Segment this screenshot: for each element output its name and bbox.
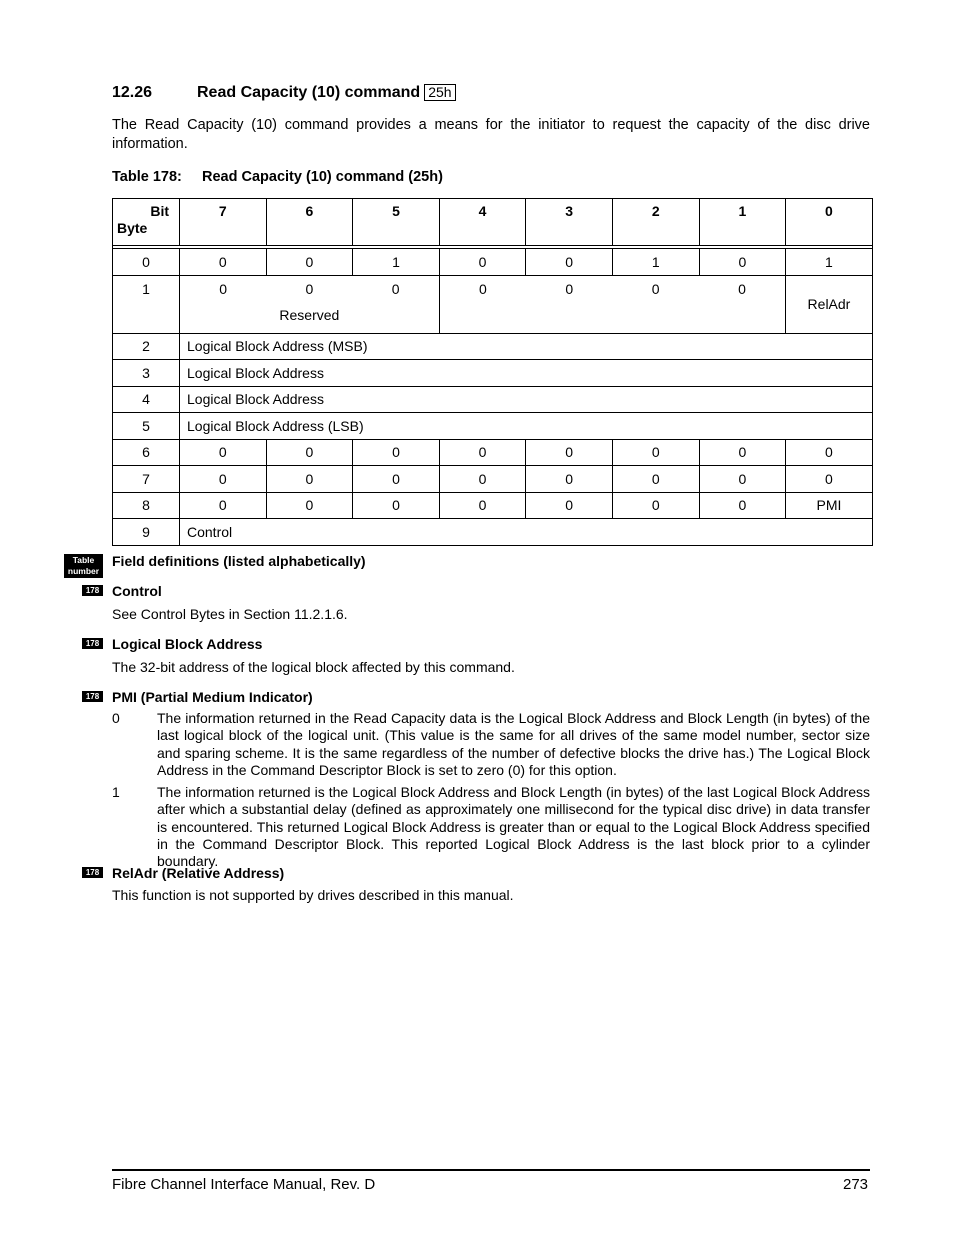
table-header-row (113, 199, 873, 246)
pmi-option-value: 0 (112, 710, 120, 726)
bit-cell: 0 (266, 439, 353, 466)
bit-cell: 0 (565, 280, 574, 297)
bit-cell: 0 (526, 466, 613, 493)
bit-cell: 0 (699, 249, 786, 276)
bit-cell: 0 (526, 439, 613, 466)
lba-cell: Logical Block Address (180, 360, 873, 387)
bit-header-4: 4 (439, 199, 526, 246)
table-row-byte-9 (113, 519, 873, 546)
pmi-option-text: The information returned in the Read Capacity data is the Logical Block Address and Block Length (in bytes) of the last logical block of the logical unit. (This value is the same for all drives of the same model number, sector size and sparing scheme. It is the same regardless of the number of defective blocks the drive has.) The Logical Block Address in the Command Descriptor Block is set to zero (0) for this option. (157, 710, 870, 778)
field-title-control: Control (112, 583, 162, 599)
table-row-byte-7 (113, 466, 873, 493)
table-caption-title: Read Capacity (10) command (25h) (202, 169, 443, 185)
byte-label: Byte (117, 220, 148, 236)
bit-cell: 0 (786, 466, 873, 493)
table-caption (112, 169, 443, 185)
tag-line-1: Table (72, 555, 95, 565)
intro-paragraph: The Read Capacity (10) command provides a means for the initiator to request the capacity of the disc drive information. (112, 117, 870, 152)
bit-cell: 0 (180, 466, 267, 493)
byte-cell: 4 (113, 386, 180, 413)
table-row-byte-5 (113, 413, 873, 440)
byte-cell: 1 (113, 275, 180, 333)
table-row-byte-4 (113, 386, 873, 413)
bit-cell: 0 (266, 466, 353, 493)
table-ref-tag: 178 (82, 638, 103, 649)
bit-label: Bit (150, 203, 169, 219)
table-caption-label: Table 178: (112, 169, 182, 185)
byte-cell: 5 (113, 413, 180, 440)
bit-cell: 0 (391, 280, 400, 297)
lba-lsb-cell: Logical Block Address (LSB) (180, 413, 873, 440)
field-title-reladr: RelAdr (Relative Address) (112, 865, 285, 881)
field-text-lba: The 32-bit address of the logical block affected by this command. (112, 659, 515, 675)
byte-cell: 9 (113, 519, 180, 546)
bit-cell: 0 (699, 466, 786, 493)
bit-header-5: 5 (353, 199, 440, 246)
bit-cell: 0 (439, 439, 526, 466)
field-title-lba: Logical Block Address (112, 636, 263, 652)
section-heading (112, 84, 456, 102)
bit-cell: 0 (651, 280, 660, 297)
bit-cell: 0 (612, 439, 699, 466)
bit-cell: 0 (526, 492, 613, 519)
table-ref-tag: 178 (82, 691, 103, 702)
bit-cell: 0 (786, 439, 873, 466)
pmi-option-value: 1 (112, 784, 120, 800)
lba-msb-cell: Logical Block Address (MSB) (180, 333, 873, 360)
section-number: 12.26 (112, 84, 153, 101)
table-number-tag (64, 554, 103, 578)
pmi-option-1 (112, 784, 870, 870)
bit-cell: 0 (353, 466, 440, 493)
table-row-byte-2 (113, 333, 873, 360)
bit-cell: 0 (353, 439, 440, 466)
bit-cell: 0 (353, 492, 440, 519)
pmi-option-text: The information returned is the Logical Block Address and Block Length (in bytes) of the last Logical Block Address after which a substantial delay (defined as approximately one millisecond for the typical disc drive) in data transfer is encountered. This returned Logical Block Address is greater than or equal to the Logical Block Address specified in the Command Descriptor Block. This reported Logical Block Address is the last block prior to a cylinder boundary. (157, 784, 870, 870)
bit-cell: 0 (219, 280, 228, 297)
bit-cell: 0 (305, 280, 314, 297)
byte-cell: 0 (113, 249, 180, 276)
bit-cell: 0 (699, 439, 786, 466)
table-row-byte-8 (113, 492, 873, 519)
field-text-reladr: This function is not supported by drives described in this manual. (112, 887, 514, 903)
lba-cell: Logical Block Address (180, 386, 873, 413)
table-row-byte-0 (113, 249, 873, 276)
byte-cell: 3 (113, 360, 180, 387)
footer-rule (112, 1169, 870, 1171)
bit-cell: 1 (786, 249, 873, 276)
bit-cell: 0 (439, 492, 526, 519)
bit-header-6: 6 (266, 199, 353, 246)
field-text-control: See Control Bytes in Section 11.2.1.6. (112, 606, 348, 622)
byte-cell: 2 (113, 333, 180, 360)
bit-header-3: 3 (526, 199, 613, 246)
bit-cell: 0 (180, 492, 267, 519)
bit-header-0: 0 (786, 199, 873, 246)
field-title-pmi: PMI (Partial Medium Indicator) (112, 689, 313, 705)
bit-cell: 0 (439, 249, 526, 276)
footer-title: Fibre Channel Interface Manual, Rev. D (112, 1176, 376, 1193)
table-row-byte-3 (113, 360, 873, 387)
byte-cell: 6 (113, 439, 180, 466)
bit-byte-header-cell (113, 199, 180, 246)
pmi-option-0 (112, 710, 870, 779)
bit-cell: 0 (180, 249, 267, 276)
table-ref-tag: 178 (82, 867, 103, 878)
reserved-group-cell (180, 275, 440, 333)
reserved-label: Reserved (279, 306, 340, 323)
table-ref-tag: 178 (82, 585, 103, 596)
page-number: 273 (843, 1176, 869, 1193)
bit-cell: 0 (699, 492, 786, 519)
bit-cell: 0 (266, 249, 353, 276)
bit-cell: 0 (180, 439, 267, 466)
pmi-cell: PMI (786, 492, 873, 519)
bit-cell: 0 (526, 249, 613, 276)
bit-cell: 0 (439, 466, 526, 493)
bit-cell: 0 (738, 280, 746, 297)
reladr-cell: RelAdr (786, 275, 873, 333)
byte-cell: 7 (113, 466, 180, 493)
bit-cell: 0 (612, 492, 699, 519)
section-title: Read Capacity (10) command (197, 84, 421, 101)
bit-header-1: 1 (699, 199, 786, 246)
byte-cell: 8 (113, 492, 180, 519)
field-definitions-title: Field definitions (listed alphabetically) (112, 553, 366, 569)
opcode-box: 25h (424, 84, 455, 101)
bit-cell: 1 (612, 249, 699, 276)
bit-cell: 0 (612, 466, 699, 493)
command-table (112, 198, 873, 546)
tag-line-2: number (67, 566, 100, 576)
bit-cell: 0 (266, 492, 353, 519)
bit-header-7: 7 (180, 199, 267, 246)
bit-header-2: 2 (612, 199, 699, 246)
bit-cell: 0 (479, 280, 487, 297)
table-row-byte-6 (113, 439, 873, 466)
table-row-byte-1 (113, 275, 873, 333)
bits-3-to-0-group-cell (439, 275, 785, 333)
bit-cell: 1 (353, 249, 440, 276)
control-cell: Control (180, 519, 873, 546)
